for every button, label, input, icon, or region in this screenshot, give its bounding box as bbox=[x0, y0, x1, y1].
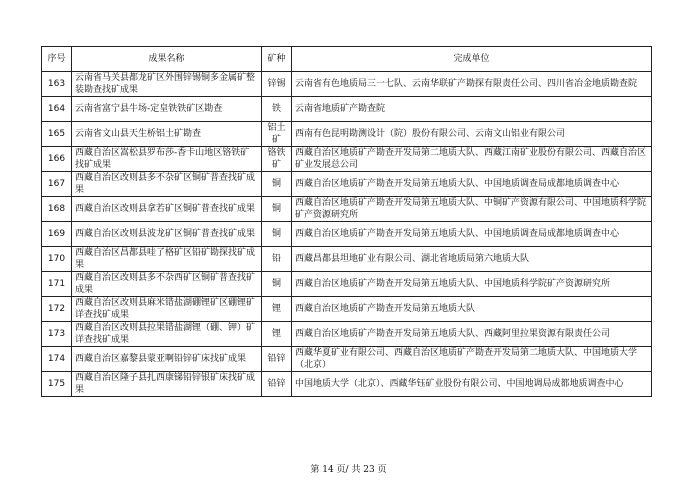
cell-no: 173 bbox=[42, 322, 72, 347]
cell-unit: 西藏自治区地质矿产勘查开发局第五地质大队、中国地质调查局成都地质调查中心 bbox=[292, 172, 652, 197]
cell-no: 164 bbox=[42, 97, 72, 122]
cell-unit: 西藏昌都县坦地矿业有限公司、湖北省地质局第六地质大队 bbox=[292, 247, 652, 272]
table-row bbox=[42, 272, 652, 297]
table-row bbox=[42, 322, 652, 347]
cell-mineral: 铜 bbox=[262, 197, 292, 222]
table-row bbox=[42, 222, 652, 247]
table-row bbox=[42, 297, 652, 322]
cell-name: 西藏自治区改则县麻米错盐湖硼锂矿区硼锂矿详查找矿成果 bbox=[72, 297, 262, 322]
cell-name: 西藏自治区嵩松县罗布莎-香卡山地区铬铁矿找矿成果 bbox=[72, 147, 262, 172]
cell-unit: 中国地质大学（北京）、西藏华钰矿业股份有限公司、中国地调局成都地质调查中心 bbox=[292, 372, 652, 397]
cell-no: 170 bbox=[42, 247, 72, 272]
header-name: 成果名称 bbox=[72, 47, 262, 72]
header-no: 序号 bbox=[42, 47, 72, 72]
cell-unit: 西藏自治区地质矿产勘查开发局第五地质大队 bbox=[292, 297, 652, 322]
cell-mineral: 锂 bbox=[262, 322, 292, 347]
cell-no: 165 bbox=[42, 122, 72, 147]
table-row bbox=[42, 247, 652, 272]
table-row bbox=[42, 72, 652, 97]
cell-no: 174 bbox=[42, 347, 72, 372]
header-mineral: 矿种 bbox=[262, 47, 292, 72]
table-row bbox=[42, 147, 652, 172]
cell-name: 西藏自治区隆子县扎西康锑铅锌银矿床找矿成果 bbox=[72, 372, 262, 397]
cell-unit: 西藏自治区地质矿产勘查开发局第二地质大队、西藏江南矿业股份有限公司、西藏自治区矿业发展总公司 bbox=[292, 147, 652, 172]
cell-name: 西藏自治区改则县多不杂矿区铜矿普查找矿成果 bbox=[72, 172, 262, 197]
page-number: 第 14 页/ 共 23 页 bbox=[310, 465, 387, 475]
cell-no: 168 bbox=[42, 197, 72, 222]
table-row bbox=[42, 372, 652, 397]
table-row bbox=[42, 97, 652, 122]
results-table bbox=[41, 46, 652, 397]
cell-mineral: 铝土矿 bbox=[262, 122, 292, 147]
cell-no: 172 bbox=[42, 297, 72, 322]
cell-unit: 云南省地质矿产勘查院 bbox=[292, 97, 652, 122]
cell-mineral: 锂 bbox=[262, 297, 292, 322]
cell-mineral: 铅锌 bbox=[262, 372, 292, 397]
cell-unit: 云南省有色地质局三一七队、云南华联矿产勘探有限责任公司、四川省冶金地质勘查院 bbox=[292, 72, 652, 97]
cell-name: 西藏自治区改则县拿若矿区铜矿普查找矿成果 bbox=[72, 197, 262, 222]
cell-mineral: 铅锌 bbox=[262, 347, 292, 372]
table-header-row bbox=[42, 47, 652, 72]
cell-no: 167 bbox=[42, 172, 72, 197]
cell-mineral: 铜 bbox=[262, 222, 292, 247]
header-unit: 完成单位 bbox=[292, 47, 652, 72]
table-row bbox=[42, 122, 652, 147]
cell-name: 西藏自治区改则县波龙矿区铜矿普查找矿成果 bbox=[72, 222, 262, 247]
table-body bbox=[42, 72, 652, 397]
cell-mineral: 铬铁矿 bbox=[262, 147, 292, 172]
cell-mineral: 铜 bbox=[262, 272, 292, 297]
cell-no: 166 bbox=[42, 147, 72, 172]
cell-name: 西藏自治区改则县拉果错盐湖锂（硼、钾）矿详查找矿成果 bbox=[72, 322, 262, 347]
cell-mineral: 铜 bbox=[262, 172, 292, 197]
cell-no: 163 bbox=[42, 72, 72, 97]
cell-no: 171 bbox=[42, 272, 72, 297]
cell-unit: 西南有色昆明勘测设计（院）股份有限公司、云南文山铝业有限公司 bbox=[292, 122, 652, 147]
cell-name: 云南省文山县天生桥铝土矿勘查 bbox=[72, 122, 262, 147]
cell-unit: 西藏华夏矿业有限公司、西藏自治区地质矿产勘查开发局第二地质大队、中国地质大学（北京） bbox=[292, 347, 652, 372]
cell-name: 西藏自治区改则县多不杂西矿区铜矿普查找矿成果 bbox=[72, 272, 262, 297]
cell-unit: 西藏自治区地质矿产勘查开发局第五地质大队、西藏阿里拉果资源有限责任公司 bbox=[292, 322, 652, 347]
cell-name: 西藏自治区昌都县哇了格矿区铅矿勘探找矿成果 bbox=[72, 247, 262, 272]
cell-no: 169 bbox=[42, 222, 72, 247]
cell-mineral: 铅 bbox=[262, 247, 292, 272]
table-row bbox=[42, 197, 652, 222]
cell-name: 西藏自治区嘉黎县蒙亚啊铅锌矿床找矿成果 bbox=[72, 347, 262, 372]
cell-unit: 西藏自治区地质矿产勘查开发局第五地质大队、中国地质调查局成都地质调查中心 bbox=[292, 222, 652, 247]
cell-mineral: 铁 bbox=[262, 97, 292, 122]
cell-name: 云南省马关县都龙矿区外围锌锡铜多金属矿整装勘查找矿成果 bbox=[72, 72, 262, 97]
cell-unit: 西藏自治区地质矿产勘查开发局第五地质大队、中铜矿产资源有限公司、中国地质科学院矿产资源研究所 bbox=[292, 197, 652, 222]
table-row bbox=[42, 172, 652, 197]
cell-no: 175 bbox=[42, 372, 72, 397]
cell-mineral: 锌锡 bbox=[262, 72, 292, 97]
cell-unit: 西藏自治区地质矿产勘查开发局第五地质大队、中国地质科学院矿产资源研究所 bbox=[292, 272, 652, 297]
cell-name: 云南省富宁县牛场-定皇铁铁矿区勘查 bbox=[72, 97, 262, 122]
table-row bbox=[42, 347, 652, 372]
